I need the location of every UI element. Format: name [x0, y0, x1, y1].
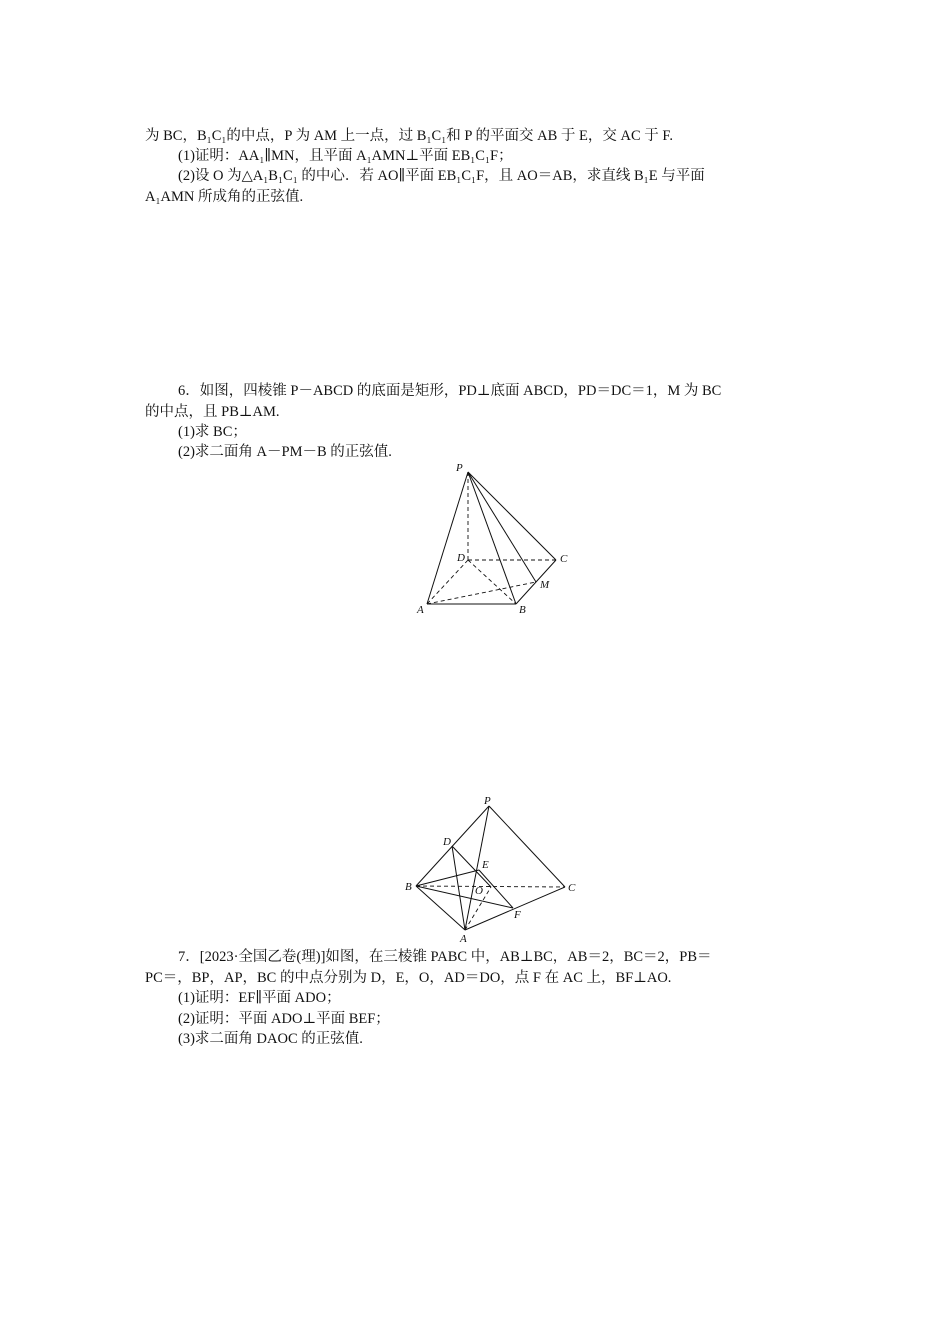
label-o: O	[475, 885, 483, 897]
problem6-part1: (1)求 BC；	[178, 424, 247, 440]
label-c: C	[568, 882, 576, 894]
problem5-part1: (1)证明：AA₁∥MN，且平面 A₁AMN⊥平面 EB₁C₁F；	[178, 148, 513, 164]
label-b: B	[405, 881, 412, 893]
problem6-stem: 6．如图，四棱锥 P－ABCD 的底面是矩形，PD⊥底面 ABCD，PD＝DC＝1，M 为 BC	[178, 383, 722, 399]
problem5-part2: (2)设 O 为△A₁B₁C₁ 的中心．若 AO∥平面 EB₁C₁F，且 AO＝AB，求直线 B₁E 与平面	[178, 168, 705, 184]
label-p: P	[456, 462, 463, 474]
problem6-stem-cont: 的中点，且 PB⊥AM.	[145, 404, 280, 420]
problem7-stem: 7．[2023·全国乙卷(理)]如图，在三棱锥 PABC 中，AB⊥BC，AB＝2，BC＝2，PB＝	[178, 949, 712, 965]
problem6-part2: (2)求二面角 A－PM－B 的正弦值.	[178, 444, 392, 460]
problem7-part3: (3)求二面角 DAOC 的正弦值.	[178, 1031, 363, 1047]
label-a: A	[417, 604, 424, 616]
label-f: F	[514, 909, 521, 921]
label-d: D	[457, 552, 465, 564]
problem7-part2: (2)证明：平面 ADO⊥平面 BEF；	[178, 1011, 390, 1027]
problem7-stem-cont: PC＝，BP，AP，BC 的中点分别为 D，E，O，AD＝DO，点 F 在 AC 上，BF⊥AO.	[145, 970, 672, 986]
problem5-part2-cont: A₁AMN 所成角的正弦值.	[145, 189, 304, 205]
label-b: B	[519, 604, 526, 616]
figure-tetrahedron-pabc	[400, 790, 590, 950]
label-c: C	[560, 553, 568, 565]
label-e: E	[482, 859, 489, 871]
figure-pyramid-pabcd	[410, 458, 580, 618]
problem7-part1: (1)证明：EF∥平面 ADO；	[178, 990, 341, 1006]
label-d: D	[443, 836, 451, 848]
label-a: A	[460, 933, 467, 945]
label-m: M	[540, 579, 550, 591]
problem5-line1: 为 BC，B₁C₁的中点，P 为 AM 上一点，过 B₁C₁和 P 的平面交 AB 于 E，交 AC 于 F.	[145, 128, 673, 144]
label-p: P	[484, 795, 491, 807]
